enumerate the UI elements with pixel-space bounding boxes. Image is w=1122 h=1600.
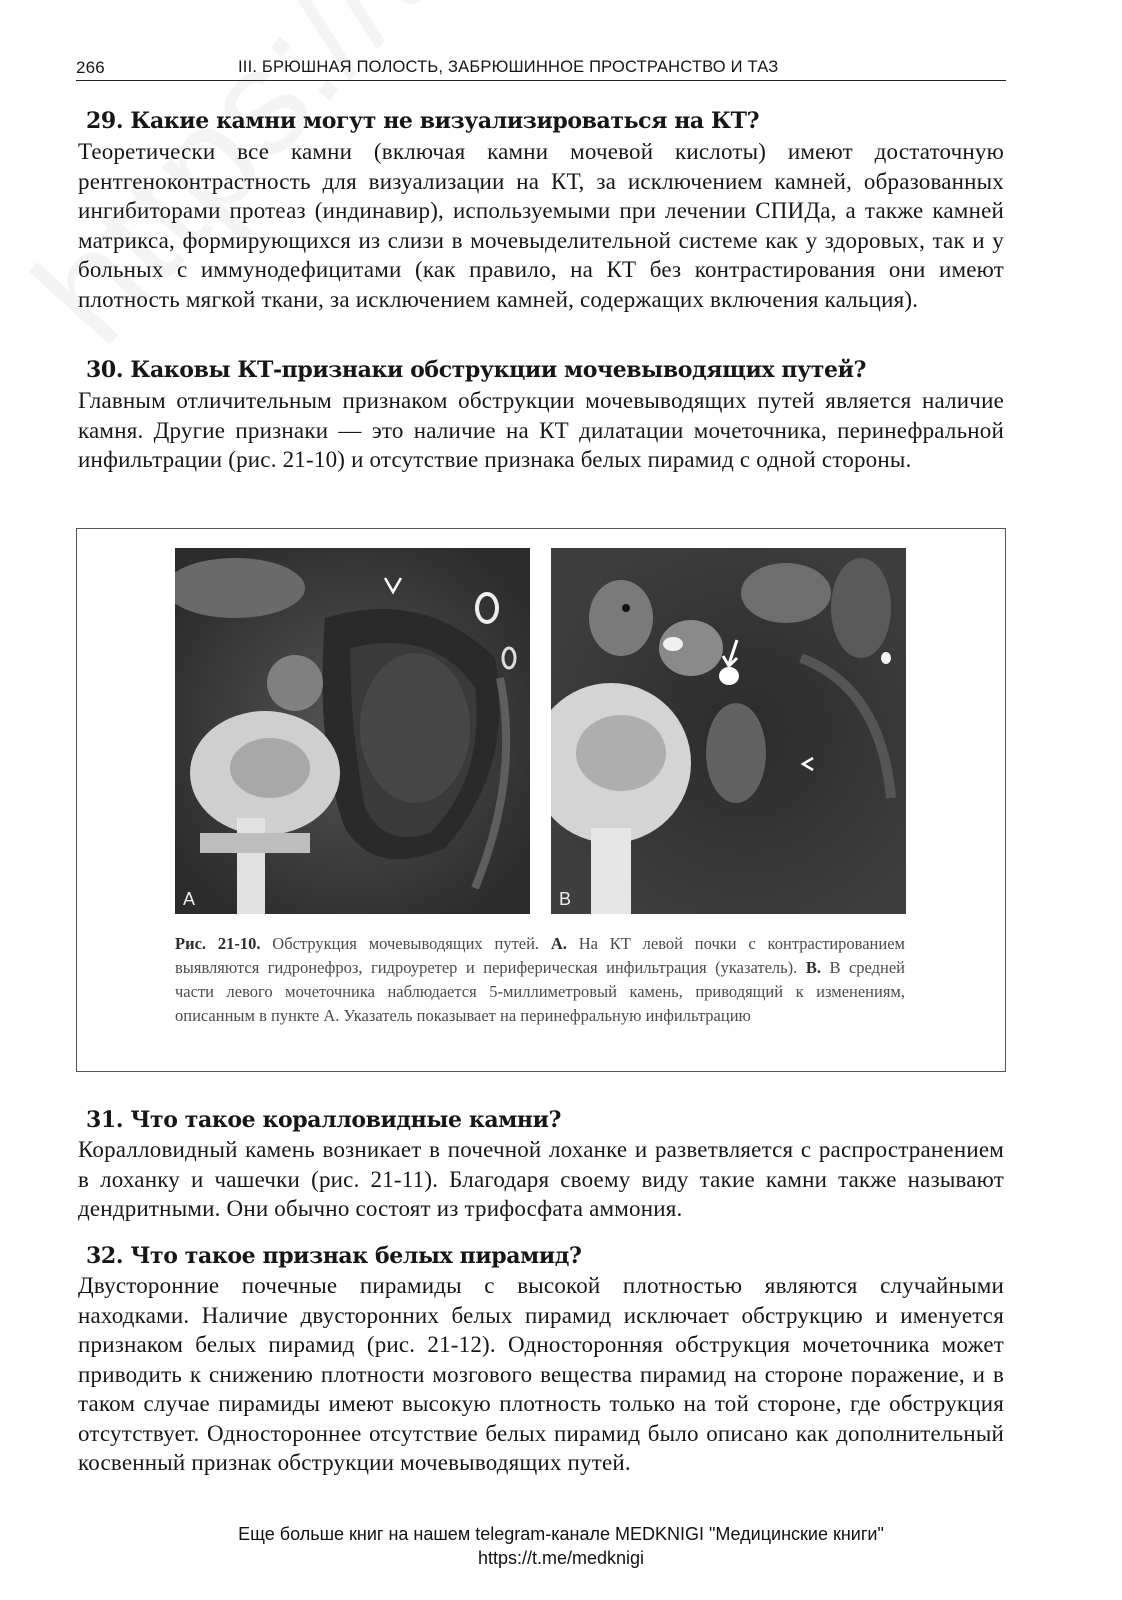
caption-b-label: B. — [805, 958, 821, 977]
answer-30-text: Главным отличительным признаком обструкции мочевыводящих путей является наличие камня. Другие признаки — это наличие на КТ дилатации мочеточника, перинефральной инфильтрации (рис. 21-10) и отсутствие признака белых пирамид с одной стороны. — [78, 388, 1004, 472]
page-number: 266 — [76, 58, 105, 77]
answer-29-text: Теоретически все камни (включая камни мочевой кислоты) имеют достаточную рентгеноконтрастность для визуализации на КТ, за исключением камней, образованных ингибиторами протеаз (индинавир), используемыми при лечении СПИДа, а также камней матрикса, формирующихся из слизи в мочевыделительной системе как у здоровых, так и у больных с иммунодефицитами (как правило, на КТ без контрастирования они имеют плотность мягкой ткани, за исключением камней, содержащих включения кальция). — [78, 139, 1004, 312]
running-title: III. БРЮШНАЯ ПОЛОСТЬ, ЗАБРЮШИННОЕ ПРОСТРАНСТВО И ТАЗ — [238, 58, 779, 76]
question-30-heading: 30. Каковы КТ-признаки обструкции мочевыводящих путей? — [86, 357, 867, 383]
caption-b-text: В средней части левого мочеточника наблюдается 5-миллиметровый камень, приводящий к изменениям, описанным в пункте А. Указатель показывает на перинефральную инфильтрацию — [175, 958, 906, 1025]
answer-32-text: Двусторонние почечные пирамиды с высокой плотностью являются случайными находками. Наличие двусторонних белых пирамид исключает обструкцию и именуется признаком белых пирамид (рис. 21-12). Односторонняя обструкция мочеточника может приводить к снижению плотности мозгового вещества пирамид на стороне поражение, и в таком случае пирамиды имеют высокую плотность только на той стороне, где обструкция отсутствует. Одностороннее отсутствие белых пирамид было описано как дополнительный косвенный признак обструкции мочевыводящих путей. — [78, 1273, 1004, 1475]
ct-image-a-graphic — [175, 548, 530, 914]
caption-label: Рис. 21-10. — [175, 934, 261, 953]
ct-image-panel-b — [551, 548, 906, 914]
panel-a-label: A — [183, 889, 196, 909]
answer-31-text: Коралловидный камень возникает в почечной лоханке и разветвляется с распространением в лоханку и чашечки (рис. 21-11). Благодаря своему виду такие камни также называют дендритными. Они обычно состоят из трифосфата аммония. — [78, 1137, 1004, 1221]
question-29-heading: 29. Какие камни могут не визуализироваться на КТ? — [86, 108, 760, 134]
page-header — [76, 52, 1006, 81]
ct-image-b-graphic — [551, 548, 906, 914]
question-32-heading: 32. Что такое признак белых пирамид? — [86, 1243, 582, 1269]
ct-image-panel-a — [175, 548, 530, 914]
question-31-heading: 31. Что такое коралловидные камни? — [86, 1107, 562, 1133]
footer-promo-text: Еще больше книг на нашем telegram-канале MEDKNIGI "Медицинские книги" — [238, 1524, 884, 1544]
figure-caption — [175, 932, 905, 1028]
panel-b-label: B — [559, 889, 572, 909]
caption-title: Обструкция мочевыводящих путей. — [272, 934, 540, 953]
caption-a-label: A. — [550, 934, 567, 953]
footer-link[interactable]: https://t.me/medknigi — [477, 1548, 645, 1568]
caption-a-text: На КТ левой почки с контрастированием выявляются гидронефроз, гидроуретер и периферическая инфильтрация (указатель). — [175, 934, 905, 977]
